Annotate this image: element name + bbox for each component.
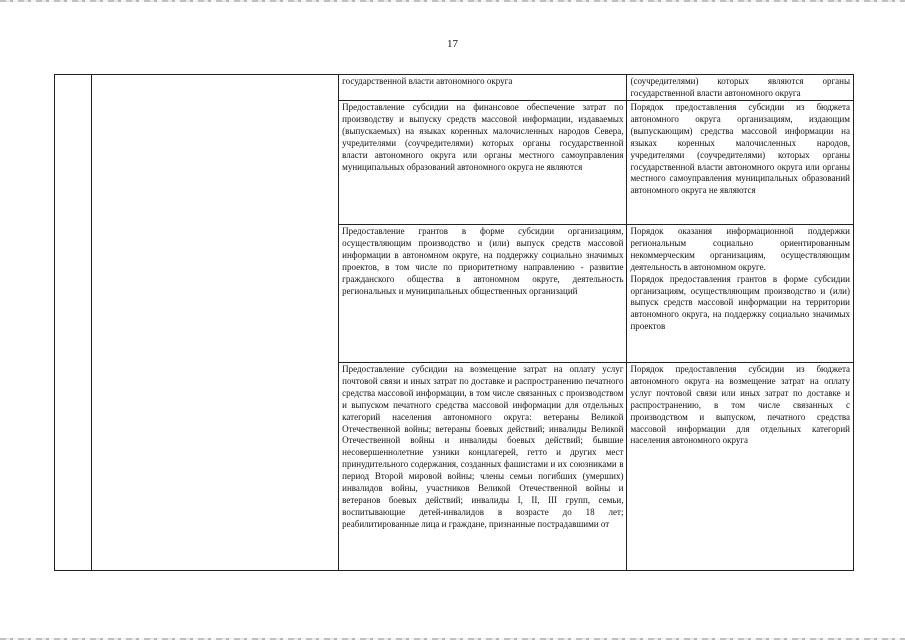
table-cell-program <box>92 75 339 571</box>
document-paragraph: Порядок оказания информационной поддержки региональным социально ориентированным некоммерческим организациям, осуществляющим деятельность в автономном округе. <box>630 226 850 272</box>
table-cell-event: Предоставление субсидии на финансовое обеспечение затрат по производству и выпуску средств массовой информации, издаваемых (выпускаемых) на языках коренных малочисленных народов Севера, учредителями (соучредителями) которых органы государственной власти автономного округа или органы местного самоуправления муниципальных образований автономного округа не являются <box>339 101 627 225</box>
table-cell-event: Предоставление субсидии на возмещение затрат на оплату услуг почтовой связи и иных затрат по доставке и распространению печатного средства массовой информации, в том числе связанных с производством и выпуском печатного средства массовой информации для отдельных категорий населения автономного округа: ветераны Великой Отечественной войны; ветераны боевых действий; инвалиды Великой Отечественной войны и инвалиды боевых действий; бывшие несовершеннолетние узники концлагерей, гетто и других мест принудительного содержания, созданных фашистами и их союзниками в период Второй мировой войны; члены семьи погибших (умерших) инвалидов войны, участников Великой Отечественной войны и ветеранов боевых действий; инвалиды I, II, III групп, семьи, воспитывающие детей-инвалидов в возрасте до 18 лет; реабилитированные лица и граждане, признанные пострадавшими от <box>339 363 627 571</box>
table-cell-event: государственной власти автономного округа <box>339 75 627 101</box>
table-cell-event: Предоставление грантов в форме субсидии организациям, осуществляющим производство и (или) выпуск средств массовой информации в автономном округе, на поддержку социально значимых проектов, в том числе по приоритетному направлению - развитие гражданского общества в автономном округе, деятельность региональных и муниципальных общественных организаций <box>339 225 627 363</box>
document-table <box>54 74 854 571</box>
table-row <box>55 75 854 101</box>
table-cell-document <box>627 225 854 363</box>
page-number: 17 <box>447 38 458 50</box>
scan-edge-top <box>0 0 905 2</box>
table-cell-document: Порядок предоставления субсидии из бюджета автономного округа на возмещение затрат на оплату услуг почтовой связи или иных затрат по доставке и распространению, в том числе связанных с производством и выпуском, печатного средства массовой информации для отдельных категорий населения автономного округа <box>627 363 854 571</box>
table-cell-document: Порядок предоставления субсидии из бюджета автономного округа организациям, издающим (выпускающим) средства массовой информации на языках коренных малочисленных народов, учредителями (соучредителями) которых органы государственной власти автономного округа или органы местного самоуправления муниципальных образований автономного округа не являются <box>627 101 854 225</box>
table-cell-number <box>55 75 92 571</box>
document-paragraph: Порядок предоставления грантов в форме субсидии организациям, осуществляющим производство и (или) выпуск средств массовой информации на территории автономного округа, на поддержку социально значимых проектов <box>630 273 850 332</box>
table-cell-document: (соучредителями) которых являются органы государственной власти автономного округа <box>627 75 854 101</box>
